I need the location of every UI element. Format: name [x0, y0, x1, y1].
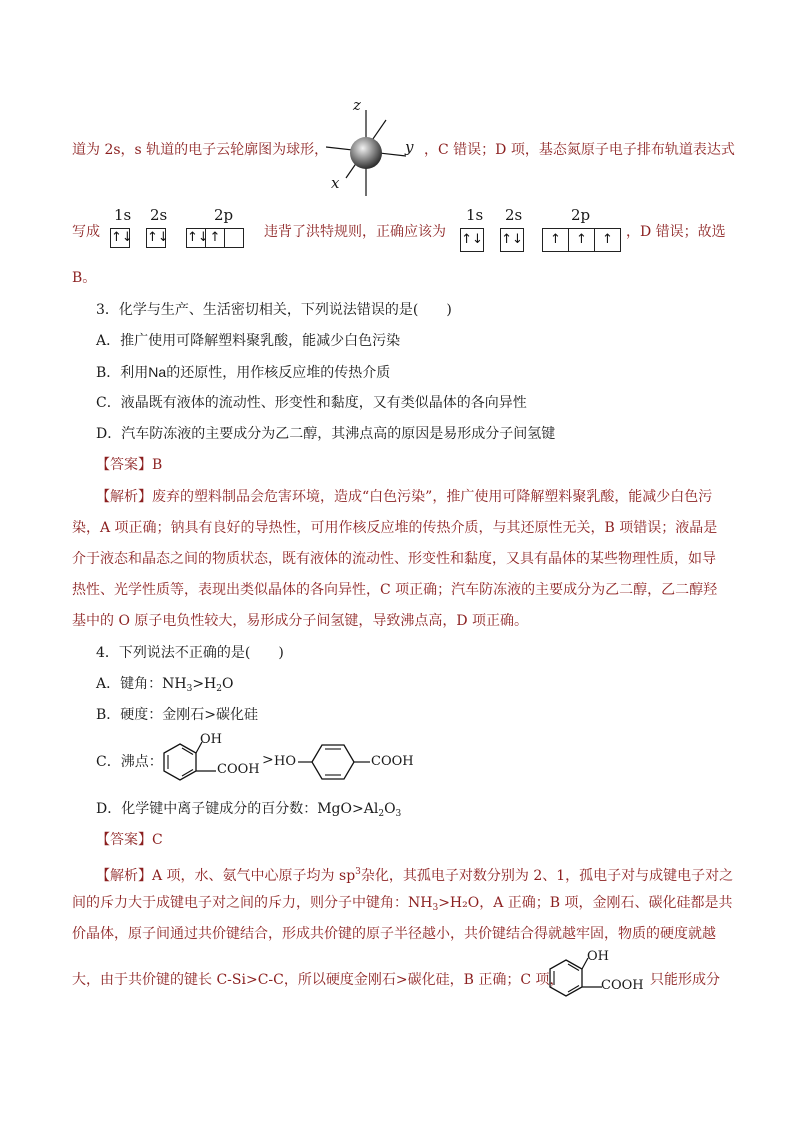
orbital-box-2s: ↑↓ — [146, 228, 166, 248]
text-line-2-tail: ，D 错误；故选 — [626, 224, 726, 240]
orbital-label-2p: 2p — [214, 206, 234, 224]
q3-analysis-5: 基中的 O 原子电负性较大，易形成分子间氢键，导致沸点高，D 项正确。 — [72, 613, 529, 629]
q3-analysis-4: 热性、光学性质等，表现出类似晶体的各向异性，C 项正确；汽车防冻液的主要成分为乙二醇，乙二醇羟 — [72, 582, 718, 598]
orbital-label-2p-correct: 2p — [571, 206, 591, 224]
orbital-label-1s: 1s — [114, 206, 132, 224]
orbital-box-2s-correct: ↑↓ — [500, 228, 524, 252]
cooh-label-inline: COOH — [601, 978, 644, 993]
axis-y-label: y — [405, 138, 414, 156]
q4-analysis-2: 间的斥力大于成键电子对之间的斥力，则分子中键角：$NH_3>H_2O$，A 正确；B 项，金刚石、碳化硅都是共 — [72, 895, 733, 913]
orbital-box-2pz-correct: ↑ — [594, 228, 621, 252]
q3-answer: 【答案】B — [96, 457, 163, 473]
q4-answer: 【答案】C — [96, 832, 163, 848]
text-line-1a: 道为 2s，s 轨道的电子云轮廓图为球形， — [72, 142, 329, 158]
axis-x-label: x — [331, 174, 340, 192]
q3-analysis-3: 介于液态和晶态之间的物质状态，既有液体的流动性、形变性和黏度，又具有晶体的某些物理性质，如导 — [72, 551, 716, 567]
q4-stem: 4．下列说法不正确的是( ) — [96, 645, 284, 661]
oh-label: OH — [200, 732, 222, 747]
text-line-2-mid: 违背了洪特规则，正确应该为 — [264, 224, 446, 240]
para-hydroxybenzoic-acid-structure — [298, 738, 374, 784]
q4-option-c-label: C．沸点： — [96, 754, 163, 770]
orbital-box-1s: ↑↓ — [110, 228, 130, 248]
q4-analysis-3: 价晶体，原子间通过共价键结合，形成共价键的原子半径越小，共价键结合得就越牢固，物质的硬度就越 — [72, 926, 716, 942]
q3-option-a: A．推广使用可降解塑料聚乳酸，能减少白色污染 — [96, 333, 401, 349]
q3-option-b: B．利用Na的还原性，用作核反应堆的传热介质 — [96, 364, 391, 381]
orbital-box-2py: ↑ — [205, 228, 225, 248]
orbital-box-2py-correct: ↑ — [568, 228, 595, 252]
q4-option-d: D．化学键中离子键成分的百分数：$MgO>Al_2O_3$ — [96, 801, 402, 819]
q4-option-a: A．键角：$NH_3>H_2O$ — [96, 676, 234, 694]
orbital-box-2px: ↑↓ — [186, 228, 206, 248]
orbital-label-1s-correct: 1s — [466, 206, 484, 224]
orbital-box-2pz — [224, 228, 244, 248]
text-line-2-lead: 写成 — [72, 224, 100, 240]
greater-than: > — [262, 752, 274, 768]
q3-analysis-1: 【解析】废弃的塑料制品会危害环境，造成“白色污染”，推广使用可降解塑料聚乳酸，能减少白色污 — [96, 489, 713, 505]
text-line-3: B。 — [72, 270, 97, 286]
axis-z-label: z — [353, 96, 361, 114]
cooh-label: COOH — [217, 762, 260, 777]
cooh-label-2: COOH — [371, 754, 414, 769]
orbital-label-2s-correct: 2s — [505, 206, 523, 224]
q3-option-d: D．汽车防冻液的主要成分为乙二醇，其沸点高的原因是易形成分子间氢键 — [96, 426, 556, 442]
text-line-1b: ，C 错误；D 项，基态氮原子电子排布轨道表达式 — [424, 142, 735, 158]
q3-analysis-2: 染，A 项正确；钠具有良好的导热性，可用作核反应堆的传热介质，与其还原性无关，B 项错误；液晶是 — [72, 520, 718, 536]
oh-label-inline: OH — [587, 949, 609, 964]
q3-option-c: C．液晶既有液体的流动性、形变性和黏度，又有类似晶体的各向异性 — [96, 395, 527, 411]
orbital-label-2s: 2s — [150, 206, 168, 224]
orbital-box-2px-correct: ↑ — [542, 228, 569, 252]
q4-option-b: B．硬度：金刚石>碳化硅 — [96, 707, 259, 723]
q4-analysis-4: 大，由于共价键的键长 C-Si>C-C，所以硬度金刚石>碳化硅，B 正确；C 项， — [72, 972, 564, 988]
q4-analysis-1: 【解析】A 项，水、氨气中心原子均为 $sp^3$杂化，其孤电子对数分别为 2、1，孤电子对与成键电子对之 — [96, 867, 734, 884]
q3-stem: 3．化学与生产、生活密切相关，下列说法错误的是( ) — [96, 302, 452, 318]
q4-analysis-4-tail: 只能形成分 — [650, 972, 720, 988]
orbital-box-1s-correct: ↑↓ — [460, 228, 484, 252]
ho-label: HO — [274, 754, 296, 769]
